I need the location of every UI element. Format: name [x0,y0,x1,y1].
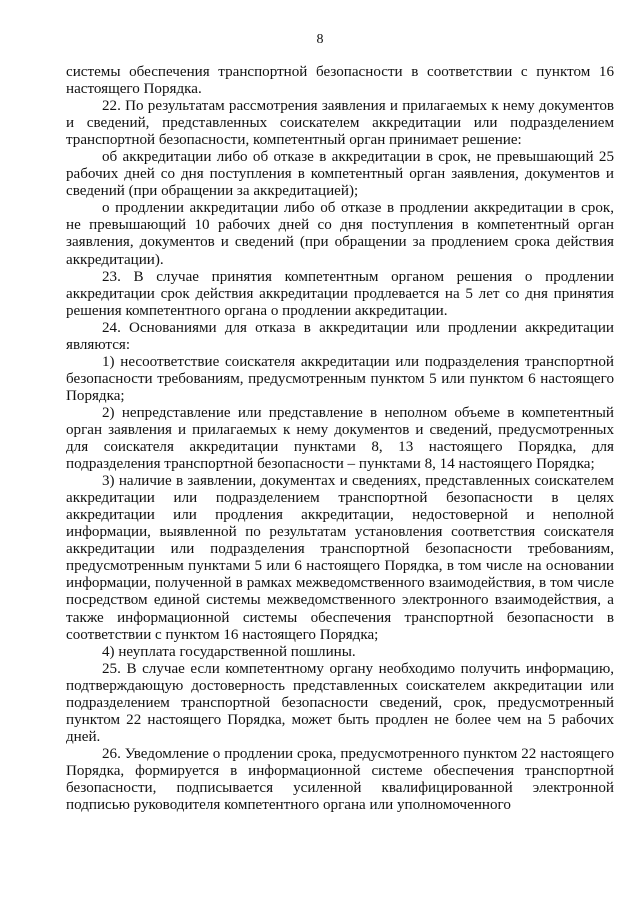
paragraph-item-22-accreditation: об аккредитации либо об отказе в аккредитации в срок, не превышающий 25 рабочих дней со дня поступления в компетентный орган заявления, документов и сведений (при обращении за аккредитацией); [66,149,614,200]
paragraph-item-24-3: 3) наличие в заявлении, документах и сведениях, представленных соискателем аккредитации или подразделением транспортной безопасности в целях аккредитации или продления аккредитации, недостоверной и неполной информации, выявленной по результатам установления соответствия соискателя аккредитации или подразделения транспортной безопасности требованиям, предусмотренным пунктами 5 или 6 настоящего Порядка, в том числе на основании информации, полученной в рамках межведомственного взаимодействия, в том числе посредством единой системы межведомственного электронного взаимодействия, а также информационной системы обеспечения транспортной безопасности в соответствии с пунктом 16 настоящего Порядка; [66,473,614,643]
paragraph-item-26: 26. Уведомление о продлении срока, предусмотренного пунктом 22 настоящего Порядка, формируется в информационной системе обеспечения транспортной безопасности, подписывается усиленной квалифицированной электронной подписью руководителя компетентного органа или уполномоченного [66,745,614,814]
document-body [66,64,614,814]
paragraph-item-25: 25. В случае если компетентному органу необходимо получить информацию, подтверждающую достоверность представленных соискателем аккредитации или подразделением транспортной безопасности сведений, срок, предусмотренный пунктом 22 настоящего Порядка, может быть продлен не более чем на 5 рабочих дней. [66,660,614,745]
paragraph-item-24-4: 4) неуплата государственной пошлины. [102,643,356,660]
paragraph-item-22-extension: о продлении аккредитации либо об отказе в продлении аккредитации в срок, не превышающий 10 рабочих дней со дня поступления в компетентный орган заявления, документов и сведений (при обращении за продлением срока действия аккредитации). [66,200,614,268]
paragraph-item-22: 22. По результатам рассмотрения заявления и прилагаемых к нему документов и сведений, представленных соискателем аккредитации или подразделением транспортной безопасности, компетентный орган принимает решение: [66,98,614,149]
paragraph-item-23: 23. В случае принятия компетентным органом решения о продлении аккредитации срок действия аккредитации продлевается на 5 лет со дня принятия решения компетентного органа о продлении аккредитации. [66,268,614,319]
paragraph-item-24: 24. Основаниями для отказа в аккредитации или продлении аккредитации являются: [66,319,614,353]
page-number: 8 [316,32,324,47]
paragraph-item-24-1: 1) несоответствие соискателя аккредитации или подразделения транспортной безопасности требованиям, предусмотренным пунктом 5 или пунктом 6 настоящего Порядка; [66,353,614,404]
paragraph-continuation: системы обеспечения транспортной безопасности в соответствии с пунктом 16 настоящего Порядка. [66,64,614,98]
paragraph-item-24-2: 2) непредставление или представление в неполном объеме в компетентный орган заявления и прилагаемых к нему документов и сведений, предусмотренных для соискателя аккредитации пунктами 8, 13 настоящего Порядка, для подразделения транспортной безопасности – пунктами 8, 14 настоящего Порядка; [66,404,614,473]
